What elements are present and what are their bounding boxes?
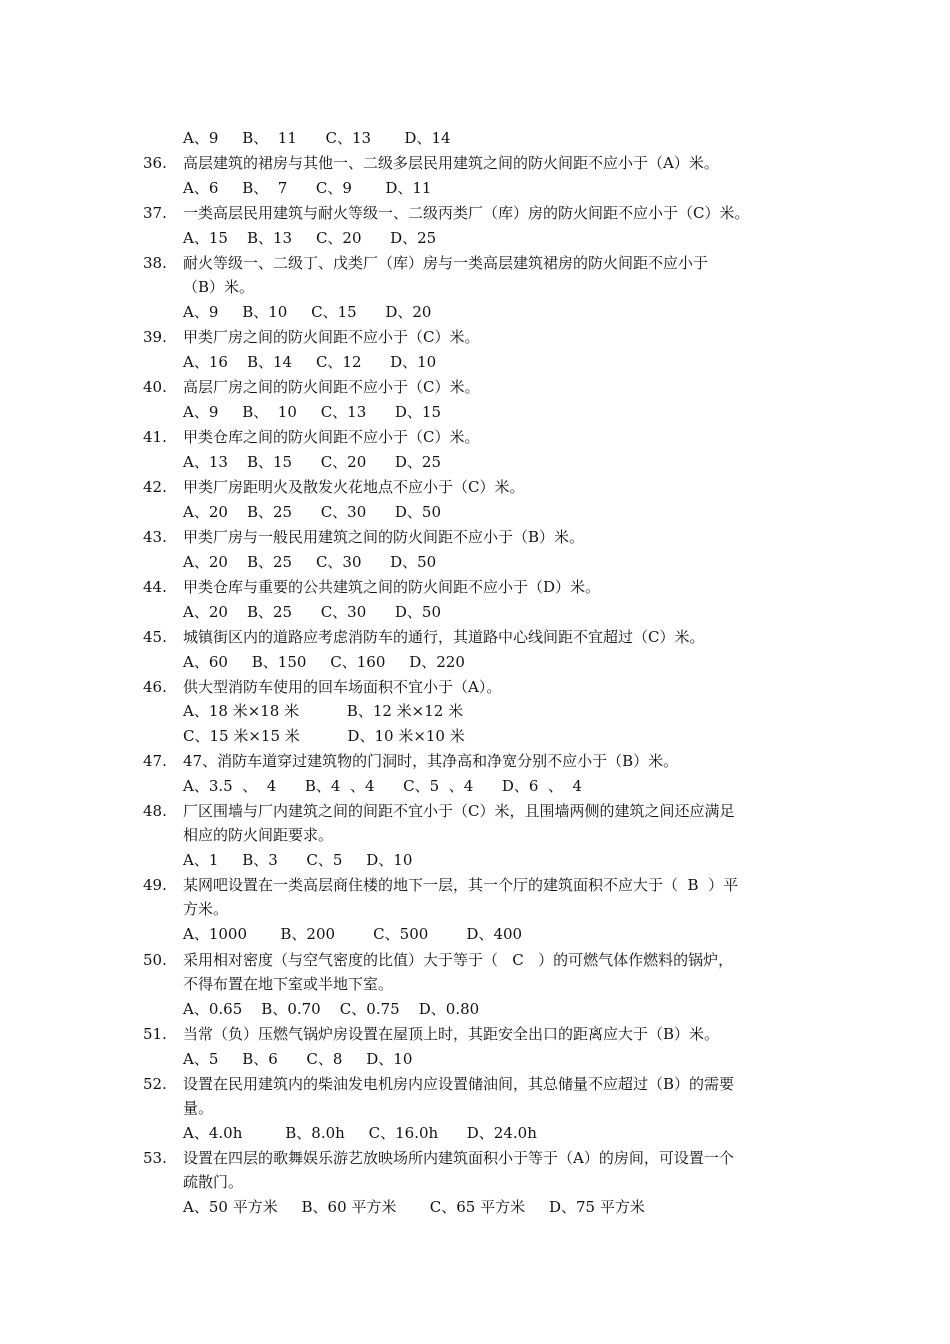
question-number: 52. — [143, 1075, 167, 1093]
question-text: 甲类厂房之间的防火间距不应小于（C）米。 — [183, 328, 480, 346]
question-text: 甲类仓库与重要的公共建筑之间的防火间距不应小于（D）米。 — [183, 578, 601, 596]
continued-text: 疏散门。 — [183, 1173, 244, 1191]
continued-text: （B）米。 — [183, 278, 255, 296]
options-text: A、16 B、14 C、12 D、10 — [183, 353, 437, 371]
question-number: 37. — [143, 204, 167, 222]
question-text: 甲类厂房距明火及散发火花地点不应小于（C）米。 — [183, 478, 525, 496]
options-text: A、9 B、 11 C、13 D、14 — [183, 129, 451, 147]
question-text: 高层建筑的裙房与其他一、二级多层民用建筑之间的防火间距不应小于（A）米。 — [183, 154, 719, 172]
options-text: A、13 B、15 C、20 D、25 — [183, 453, 441, 471]
question-number: 46. — [143, 678, 167, 696]
question-number: 44. — [143, 578, 167, 596]
options-text: A、50 平方米 B、60 平方米 C、65 平方米 D、75 平方米 — [183, 1198, 645, 1216]
question-text: 某网吧设置在一类高层商住楼的地下一层，其一个厅的建筑面积不应大于（ B ）平 — [183, 876, 739, 894]
options-text: A、18 米×18 米 B、12 米×12 米 — [183, 702, 464, 720]
options-text: A、9 B、10 C、15 D、20 — [183, 303, 432, 321]
options-text: A、4.0h B、8.0h C、16.0h D、24.0h — [183, 1124, 537, 1142]
options-text: A、1 B、3 C、5 D、10 — [183, 851, 413, 869]
question-text: 供大型消防车使用的回车场面积不宜小于（A）。 — [183, 678, 502, 696]
question-number: 51. — [143, 1025, 167, 1043]
question-number: 40. — [143, 378, 167, 396]
options-text: A、1000 B、200 C、500 D、400 — [183, 925, 523, 943]
question-number: 38. — [143, 254, 167, 272]
question-text: 耐火等级一、二级丁、戊类厂（库）房与一类高层建筑裙房的防火间距不应小于 — [183, 254, 709, 272]
options-text: A、20 B、25 C、30 D、50 — [183, 603, 441, 621]
question-text: 厂区围墙与厂内建筑之间的间距不宜小于（C）米，且围墙两侧的建筑之间还应满足 — [183, 802, 735, 820]
question-number: 41. — [143, 428, 167, 446]
options-text: C、15 米×15 米 D、10 米×10 米 — [183, 727, 465, 745]
question-number: 48. — [143, 802, 167, 820]
options-text: A、20 B、25 C、30 D、50 — [183, 503, 441, 521]
options-text: A、15 B、13 C、20 D、25 — [183, 229, 437, 247]
continued-text: 相应的防火间距要求。 — [183, 826, 334, 844]
question-number: 45. — [143, 628, 167, 646]
question-number: 39. — [143, 328, 167, 346]
question-text: 高层厂房之间的防火间距不应小于（C）米。 — [183, 378, 480, 396]
question-text: 甲类仓库之间的防火间距不应小于（C）米。 — [183, 428, 480, 446]
options-text: A、3.5 、 4 B、4 、4 C、5 、4 D、6 、 4 — [183, 777, 583, 795]
continued-text: 量。 — [183, 1099, 214, 1117]
continued-text: 不得布置在地下室或半地下室。 — [183, 975, 394, 993]
question-text: 城镇街区内的道路应考虑消防车的通行，其道路中心线间距不宜超过（C）米。 — [183, 628, 705, 646]
question-text: 当常（负）压燃气锅炉房设置在屋顶上时，其距安全出口的距离应大于（B）米。 — [183, 1025, 720, 1043]
options-text: A、6 B、 7 C、9 D、11 — [183, 179, 432, 197]
question-text: 一类高层民用建筑与耐火等级一、二级丙类厂（库）房的防火间距不应小于（C）米。 — [183, 204, 750, 222]
continued-text: 方米。 — [183, 900, 229, 918]
question-number: 50. — [143, 951, 167, 969]
question-number: 42. — [143, 478, 167, 496]
question-text: 设置在民用建筑内的柴油发电机房内应设置储油间，其总储量不应超过（B）的需要 — [183, 1075, 735, 1093]
question-text: 设置在四层的歌舞娱乐游艺放映场所内建筑面积小于等于（A）的房间，可设置一个 — [183, 1149, 734, 1167]
question-number: 43. — [143, 528, 167, 546]
options-text: A、5 B、6 C、8 D、10 — [183, 1050, 413, 1068]
question-text: 47、消防车道穿过建筑物的门洞时，其净高和净宽分别不应小于（B）米。 — [183, 752, 679, 770]
question-number: 49. — [143, 876, 167, 894]
options-text: A、0.65 B、0.70 C、0.75 D、0.80 — [183, 1000, 480, 1018]
options-text: A、9 B、 10 C、13 D、15 — [183, 403, 441, 421]
question-number: 47. — [143, 752, 167, 770]
question-number: 53. — [143, 1149, 167, 1167]
options-text: A、60 B、150 C、160 D、220 — [183, 653, 465, 671]
question-text: 甲类厂房与一般民用建筑之间的防火间距不应小于（B）米。 — [183, 528, 585, 546]
question-text: 采用相对密度（与空气密度的比值）大于等于（ C ）的可燃气体作燃料的锅炉， — [183, 951, 734, 969]
question-number: 36. — [143, 154, 167, 172]
options-text: A、20 B、25 C、30 D、50 — [183, 553, 437, 571]
